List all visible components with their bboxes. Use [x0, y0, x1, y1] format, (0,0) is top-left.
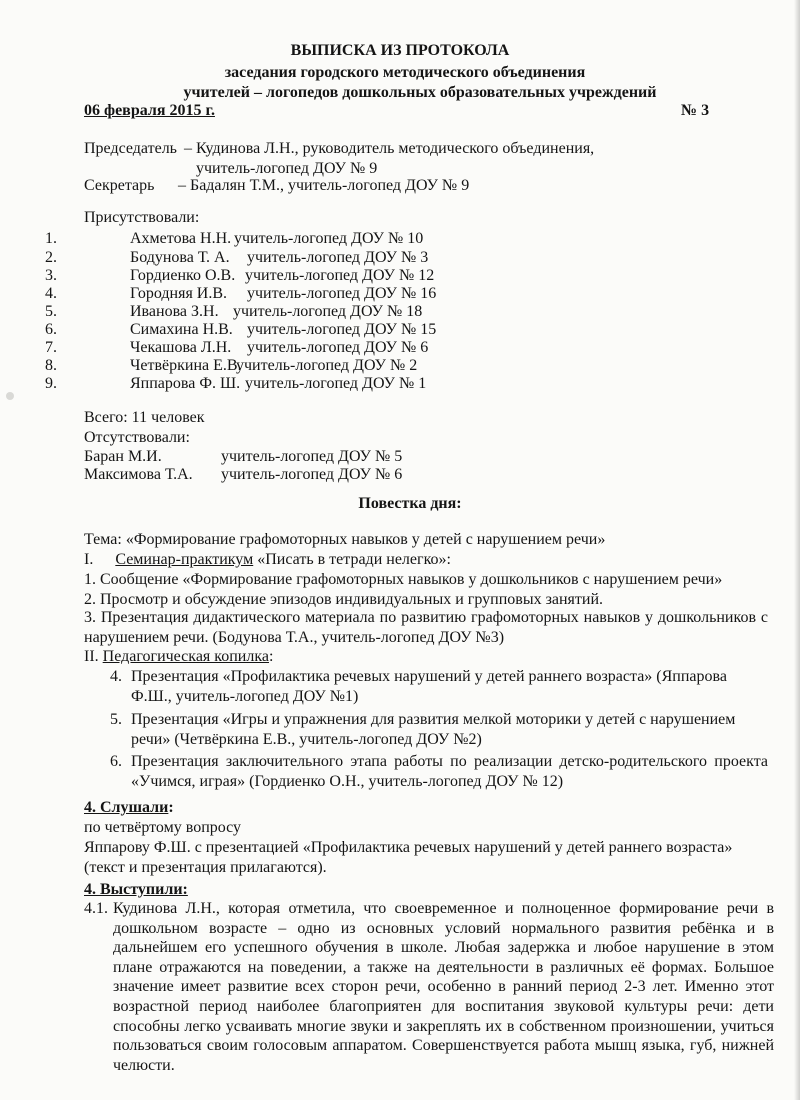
- section-1-rest: «Писать в тетради нелегко»:: [253, 551, 451, 568]
- present-row-number: 9.: [45, 375, 57, 392]
- section-2-rest: :: [268, 648, 274, 665]
- present-row-number: 8.: [45, 357, 57, 374]
- agenda-section-2: [84, 647, 273, 667]
- scan-edge-shadow: [794, 0, 800, 1100]
- present-row-number: 3.: [45, 267, 57, 284]
- absent-row-role: учитель-логопед ДОУ № 5: [221, 448, 403, 465]
- present-row-role: учитель-логопед ДОУ № 18: [233, 303, 423, 320]
- present-row-number: 6.: [45, 321, 57, 338]
- protocol-date: 06 февраля 2015 г.: [84, 102, 215, 119]
- present-row-role: учитель-логопед ДОУ № 12: [245, 267, 435, 284]
- agenda-item-1: 1. Сообщение «Формирование графомоторных навыков у дошкольников с нарушением речи»: [84, 571, 723, 588]
- agenda-item-4: Презентация «Профилактика речевых нарушений у детей раннего возраста» (Яппарова Ф.Ш., учитель-логопед ДОУ №1): [131, 668, 727, 705]
- heard-heading: [84, 798, 174, 818]
- present-row-role: учитель-логопед ДОУ № 1: [245, 375, 427, 392]
- heard-line-1: по четвёртому вопросу: [84, 819, 242, 836]
- section-1-number: I.: [84, 551, 94, 568]
- chair-text-2: учитель-логопед ДОУ № 9: [196, 160, 378, 177]
- present-row-name: Яппарова Ф. Ш.: [130, 375, 241, 392]
- present-row-number: 5.: [45, 303, 57, 320]
- present-row-number: 7.: [45, 339, 57, 356]
- present-row-name: Городняя И.В.: [130, 285, 228, 302]
- present-row-name: Иванова З.Н.: [130, 303, 219, 320]
- present-row-role: учитель-логопед ДОУ № 15: [247, 321, 437, 338]
- present-row-role: учитель-логопед ДОУ № 3: [247, 249, 429, 266]
- protocol-number: № 3: [681, 102, 710, 119]
- chair-text: – Кудинова Л.Н., руководитель методического объединения,: [184, 140, 595, 157]
- section-2-number: II.: [84, 648, 99, 665]
- present-row-role: учитель-логопед ДОУ № 2: [236, 357, 418, 374]
- agenda-section-1: [84, 550, 451, 570]
- absent-row-role: учитель-логопед ДОУ № 6: [221, 466, 403, 483]
- present-row-number: 1.: [45, 230, 57, 247]
- present-row-name: Симахина Н.В.: [130, 321, 233, 338]
- title-line-3: учителей – логопедов дошкольных образовательных учреждений: [183, 84, 657, 101]
- absent-row-name: Максимова Т.А.: [84, 466, 193, 483]
- chair-label: Председатель: [84, 140, 177, 157]
- secretary-label: Секретарь: [84, 177, 155, 194]
- agenda-item-3: 3. Презентация дидактического материала по развитию графомоторных навыков у дошкольников с нарушением речи. (Бодунова Т.А., учитель-логопед ДОУ №3): [84, 609, 768, 646]
- present-row-role: учитель-логопед ДОУ № 10: [234, 230, 424, 247]
- secretary-text: – Бадалян Т.М., учитель-логопед ДОУ № 9: [178, 177, 470, 194]
- punch-hole: [6, 392, 14, 400]
- present-row-number: 2.: [45, 249, 57, 266]
- heard-heading-text: 4. Слушали: [84, 799, 169, 816]
- present-heading: Присутствовали:: [84, 209, 200, 226]
- present-row-number: 4.: [45, 285, 57, 302]
- absent-row-name: Баран М.И.: [84, 448, 162, 465]
- present-row-name: Ахметова Н.Н.: [130, 230, 232, 247]
- present-row-name: Четвёркина Е.В.: [130, 357, 242, 374]
- present-row-name: Бодунова Т. А.: [130, 249, 230, 266]
- spoke-heading: 4. Выступили:: [84, 881, 188, 898]
- spoke-item-number: 4.1.: [84, 900, 108, 917]
- present-row-role: учитель-логопед ДОУ № 6: [247, 339, 429, 356]
- present-total: Всего: 11 человек: [84, 409, 205, 426]
- agenda-topic: Тема: «Формирование графомоторных навыков у детей с нарушением речи»: [84, 531, 606, 548]
- absent-heading: Отсутствовали:: [84, 429, 190, 446]
- section-1-title: Семинар-практикум: [115, 551, 254, 568]
- heard-heading-colon: :: [168, 799, 174, 816]
- agenda-item-6: Презентация заключительного этапа работы по реализации детско-родительского проекта «Учимся, играя» (Гордиенко О.Н., учитель-логопед ДОУ № 12): [131, 753, 768, 790]
- present-row-name: Чекашова Л.Н.: [130, 339, 232, 356]
- present-row-name: Гордиенко О.В.: [130, 267, 236, 284]
- document-title: ВЫПИСКА ИЗ ПРОТОКОЛА: [290, 42, 510, 59]
- agenda-item-2: 2. Просмотр и обсуждение эпизодов индивидуальных и групповых занятий.: [84, 591, 604, 608]
- present-row-role: учитель-логопед ДОУ № 16: [247, 285, 437, 302]
- agenda-item-6-number: 6.: [110, 753, 122, 770]
- agenda-heading: Повестка дня:: [358, 495, 462, 512]
- spoke-text: Кудинова Л.Н., которая отметила, что своевременное и полноценное формирование речи в дошкольном возрасте – одно из основных условий нормального развития ребёнка и в дальнейшем его успешного обучения в школе. Любая задержка и любое нарушение в этом плане отражаются на поведении, а также на деятельности в различных её формах. Большое значение имеет развитие всех сторон речи, особенно в ранний период 2-3 лет. Именно этот возрастной период наиболее благоприятен для воспитания звуковой культуры речи: дети способны легко усваивать многие звуки и закреплять их в собственном произношении, учиться пользоваться своим голосовым аппаратом. Совершенствуется работа мышц языка, губ, нижней челюсти.: [113, 900, 774, 1074]
- agenda-item-5: Презентация «Игры и упражнения для развития мелкой моторики у детей с нарушением речи» (Четвёркина Е.В., учитель-логопед ДОУ №2): [131, 711, 736, 748]
- agenda-item-4-number: 4.: [110, 668, 122, 685]
- section-2-title: Педагогическая копилка: [102, 648, 269, 665]
- heard-text: Яппарову Ф.Ш. с презентацией «Профилактика речевых нарушений у детей раннего возраста» (текст и презентация прилагаются).: [84, 839, 733, 876]
- agenda-item-5-number: 5.: [110, 711, 122, 728]
- title-line-2: заседания городского методического объединения: [224, 64, 586, 81]
